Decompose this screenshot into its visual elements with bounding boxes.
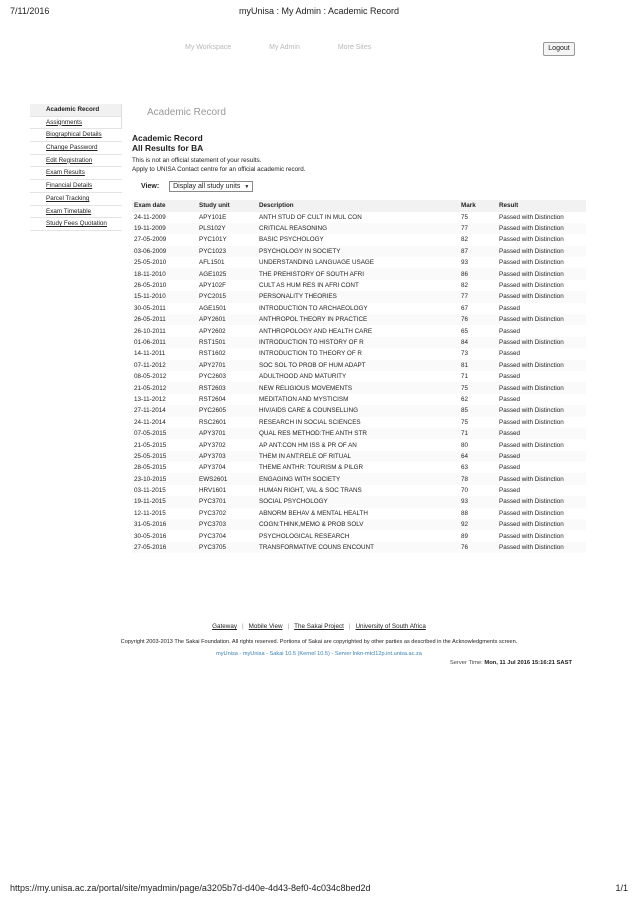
cell-exam-date: 27-05-2009: [134, 236, 167, 244]
sidebar-item-academic-record[interactable]: Academic Record: [30, 104, 122, 117]
footer-link-unisa[interactable]: University of South Africa: [355, 623, 426, 630]
cell-result: Passed: [499, 373, 521, 381]
sidebar-item-exam-results[interactable]: Exam Results: [30, 167, 122, 180]
cell-mark: 84: [459, 337, 497, 348]
table-row: [132, 462, 586, 473]
cell-exam-date: 18-11-2010: [132, 268, 197, 279]
view-filter: [141, 181, 253, 192]
cell-study-unit: APY102F: [199, 282, 226, 290]
server-time-value: Mon, 11 Jul 2016 15:16:21 SAST: [484, 660, 572, 666]
table-row: [132, 280, 586, 291]
cell-description: NEW RELIGIOUS MOVEMENTS: [257, 382, 459, 393]
cell-description: HUMAN RIGHT, VAL & SOC TRANS: [259, 487, 362, 495]
column-header-exam-date: Exam date: [132, 200, 197, 212]
cell-exam-date: 30-05-2016: [134, 532, 167, 540]
cell-mark: 71: [461, 373, 469, 381]
cell-exam-date: 28-05-2015: [134, 464, 167, 472]
sidebar-item-parcel-tracking[interactable]: Parcel Tracking: [30, 193, 122, 206]
cell-description: MEDITATION AND MYSTICISM: [259, 395, 349, 403]
cell-description: COGN:THINK,MEMO & PROB SOLV: [257, 519, 459, 530]
cell-result: Passed with Distinction: [497, 337, 586, 348]
table-row: [132, 542, 586, 553]
cell-mark: 77: [459, 291, 497, 302]
cell-result: Passed with Distinction: [497, 360, 586, 371]
sidebar-item-change-password[interactable]: Change Password: [30, 142, 122, 155]
cell-mark: 77: [459, 223, 497, 234]
cell-description: PSYCHOLOGY IN SOCIETY: [257, 246, 459, 257]
cell-description: SOC SOL TO PROB OF HUM ADAPT: [257, 360, 459, 371]
sidebar-item-biographical-details[interactable]: Biographical Details: [30, 129, 122, 142]
table-row: [132, 303, 586, 314]
table-row: [132, 417, 586, 428]
footer-link-sakai-project[interactable]: The Sakai Project: [294, 623, 344, 630]
cell-exam-date: 31-05-2016: [132, 519, 197, 530]
cell-mark: 62: [461, 395, 469, 403]
table-row: [132, 348, 586, 359]
cell-description: CULT AS HUM RES IN AFRI CONT: [259, 282, 359, 290]
cell-exam-date: 13-11-2012: [134, 395, 166, 403]
sidebar-item-assignments[interactable]: Assignments: [30, 117, 122, 130]
cell-description: ANTHROPOL THEORY IN PRACTICE: [257, 314, 459, 325]
cell-mark: 82: [461, 236, 469, 244]
cell-result: Passed with Distinction: [497, 405, 586, 416]
cell-result: Passed: [499, 350, 521, 358]
top-navigation: [0, 42, 638, 58]
footer-link-mobile-view[interactable]: Mobile View: [248, 623, 283, 630]
cell-result: Passed with Distinction: [499, 236, 564, 244]
sidebar-item-study-fees-quotation[interactable]: Study Fees Quotation: [30, 218, 122, 231]
cell-mark: 71: [459, 428, 497, 439]
cell-study-unit: APY3702: [199, 441, 226, 449]
cell-result: Passed with Distinction: [497, 473, 586, 484]
view-select-value: Display all study units: [173, 183, 241, 190]
table-header-row: [132, 200, 586, 212]
cell-description: HIV/AIDS CARE & COUNSELLING: [257, 405, 459, 416]
academic-record-table: [132, 200, 586, 553]
cell-result: Passed with Distinction: [497, 246, 586, 257]
cell-description: ANTHROPOLOGY AND HEALTH CARE: [259, 327, 373, 335]
cell-study-unit: PYC2603: [199, 373, 226, 381]
cell-description: ABNORM BEHAV & MENTAL HEALTH: [259, 509, 368, 517]
cell-description: THE PREHISTORY OF SOUTH AFRI: [257, 268, 459, 279]
cell-study-unit: APY3701: [197, 428, 257, 439]
cell-study-unit: APY101E: [199, 213, 227, 221]
cell-study-unit: RST1602: [199, 350, 226, 358]
page-subtitle: All Results for BA: [132, 143, 204, 153]
cell-result: Passed with Distinction: [499, 441, 564, 449]
cell-description: INTRODUCTION TO ARCHAEOLOGY: [259, 304, 368, 312]
cell-study-unit: AGE1025: [197, 268, 257, 279]
print-header: [10, 6, 628, 20]
cell-result: Passed with Distinction: [497, 542, 586, 553]
cell-mark: 82: [461, 282, 469, 290]
cell-study-unit: RST2604: [199, 395, 226, 403]
cell-study-unit: PLS102Y: [197, 223, 257, 234]
nav-my-workspace[interactable]: My Workspace: [185, 44, 232, 51]
table-row: [132, 234, 586, 245]
page-title: Academic Record: [132, 133, 203, 143]
disclaimer-line-2: Apply to UNISA Contact centre for an official academic record.: [132, 165, 306, 173]
print-page-number: 1/1: [615, 883, 628, 893]
cell-mark: 65: [461, 327, 469, 335]
cell-exam-date: 23-10-2015: [132, 473, 197, 484]
cell-exam-date: 14-11-2011: [134, 350, 166, 358]
cell-result: Passed with Distinction: [497, 223, 586, 234]
cell-mark: 75: [461, 418, 469, 426]
cell-result: Passed: [499, 487, 521, 495]
cell-description: INTRODUCTION TO HISTORY OF R: [257, 337, 459, 348]
table-row: [132, 496, 586, 507]
footer-links: [0, 623, 638, 630]
table-row: [132, 508, 586, 519]
table-row: [132, 394, 586, 405]
cell-study-unit: PYC3705: [197, 542, 257, 553]
cell-result: Passed with Distinction: [499, 418, 564, 426]
cell-result: Passed with Distinction: [499, 282, 564, 290]
cell-result: Passed: [497, 451, 586, 462]
cell-exam-date: 21-05-2015: [134, 441, 167, 449]
column-header-result: Result: [497, 200, 586, 212]
cell-result: Passed with Distinction: [497, 519, 586, 530]
logout-button[interactable]: Logout: [543, 42, 575, 56]
cell-mark: 85: [459, 405, 497, 416]
cell-description: AP ANT:CON HM ISS & PR OF AN: [259, 441, 357, 449]
sidebar: [30, 104, 122, 231]
column-header-mark: Mark: [459, 200, 497, 212]
cell-result: Passed with Distinction: [497, 268, 586, 279]
cell-exam-date: 07-11-2012: [132, 360, 197, 371]
cell-study-unit: PYC1023: [197, 246, 257, 257]
cell-mark: 70: [461, 487, 469, 495]
table-row: [132, 268, 586, 279]
cell-description: RESEARCH IN SOCIAL SCIENCES: [259, 418, 361, 426]
cell-exam-date: 19-11-2015: [132, 496, 197, 507]
cell-mark: 87: [459, 246, 497, 257]
table-row: [132, 451, 586, 462]
print-url: https://my.unisa.ac.za/portal/site/myadmin/page/a3205b7d-d40e-4d43-8ef0-4c034c8bed2d: [10, 883, 371, 893]
cell-mark: 92: [459, 519, 497, 530]
cell-study-unit: APY2701: [197, 360, 257, 371]
cell-exam-date: 26-05-2011: [132, 314, 197, 325]
cell-description: INTRODUCTION TO THEORY OF R: [259, 350, 362, 358]
cell-result: Passed with Distinction: [497, 382, 586, 393]
cell-exam-date: 25-05-2010: [134, 259, 167, 267]
column-header-study-unit: Study unit: [197, 200, 257, 212]
sidebar-item-exam-timetable[interactable]: Exam Timetable: [30, 206, 122, 219]
cell-mark: 76: [459, 314, 497, 325]
table-row: [132, 223, 586, 234]
cell-mark: 75: [461, 213, 469, 221]
view-label: View:: [141, 183, 160, 190]
cell-study-unit: PYC101Y: [199, 236, 227, 244]
cell-mark: 78: [459, 473, 497, 484]
table-row: [132, 473, 586, 484]
table-row: [132, 291, 586, 302]
cell-exam-date: 30-05-2011: [134, 304, 166, 312]
cell-mark: 93: [461, 259, 469, 267]
cell-exam-date: 26-05-2010: [134, 282, 167, 290]
cell-exam-date: 12-11-2015: [134, 509, 166, 517]
table-row: [132, 382, 586, 393]
cell-study-unit: PYC3702: [199, 509, 226, 517]
cell-mark: 76: [459, 542, 497, 553]
cell-description: THEM IN ANT:RELE OF RITUAL: [257, 451, 459, 462]
table-row: [132, 428, 586, 439]
cell-study-unit: APY3703: [197, 451, 257, 462]
cell-study-unit: APY3704: [199, 464, 226, 472]
tool-title: Academic Record: [147, 107, 226, 118]
table-row: [132, 519, 586, 530]
table-row: [132, 212, 586, 223]
cell-study-unit: PYC3704: [199, 532, 226, 540]
cell-result: Passed with Distinction: [499, 213, 564, 221]
chevron-down-icon: ▼: [244, 184, 250, 190]
footer-separator: |: [287, 623, 290, 630]
cell-exam-date: 24-11-2014: [134, 418, 166, 426]
table-row: [132, 405, 586, 416]
cell-result: Passed: [499, 327, 521, 335]
cell-study-unit: AFL1501: [199, 259, 225, 267]
cell-study-unit: RSC2601: [199, 418, 227, 426]
footer-separator: |: [242, 623, 244, 630]
server-time-label: Server Time:: [449, 660, 483, 666]
cell-mark: 88: [461, 509, 469, 517]
cell-study-unit: RST1501: [197, 337, 257, 348]
cell-mark: 64: [459, 451, 497, 462]
cell-mark: 63: [461, 464, 469, 472]
sidebar-item-edit-registration[interactable]: Edit Registration: [30, 155, 122, 168]
table-row: [132, 314, 586, 325]
cell-description: ANTH STUD OF CULT IN MUL CON: [259, 213, 362, 221]
sidebar-divider: [121, 104, 122, 128]
cell-mark: 86: [459, 268, 497, 279]
cell-study-unit: AGE1501: [199, 304, 227, 312]
sidebar-item-financial-details[interactable]: Financial Details: [30, 180, 122, 193]
footer-separator: |: [348, 623, 351, 630]
table-row: [132, 337, 586, 348]
cell-result: Passed with Distinction: [499, 532, 564, 540]
cell-mark: 89: [461, 532, 469, 540]
table-row: [132, 246, 586, 257]
print-date: 7/11/2016: [10, 6, 50, 16]
cell-study-unit: PYC3703: [197, 519, 257, 530]
table-row: [132, 439, 586, 450]
cell-study-unit: RST2603: [197, 382, 257, 393]
version-text: myUnisa - myUnisa - Sakai 10.5 (Kernel 10.5) - Server lnkn-mtcl12p.int.unisa.ac.za: [216, 651, 422, 657]
cell-mark: 67: [461, 304, 469, 312]
cell-exam-date: 03-11-2015: [134, 487, 166, 495]
cell-mark: 73: [461, 350, 469, 358]
disclaimer-line-1: This is not an official statement of your results.: [132, 157, 262, 164]
copyright-text: Copyright 2003-2013 The Sakai Foundation. All rights reserved. Portions of Sakai are copyrighted by other parties as described in the Acknowledgments screen.: [120, 639, 518, 645]
cell-mark: 81: [459, 360, 497, 371]
footer-link-gateway[interactable]: Gateway: [212, 623, 238, 630]
cell-exam-date: 27-05-2016: [132, 542, 197, 553]
table-row: [132, 485, 586, 496]
cell-exam-date: 24-11-2009: [134, 213, 166, 221]
cell-result: Passed with Distinction: [497, 496, 586, 507]
cell-exam-date: 03-06-2009: [132, 246, 197, 257]
table-row: [132, 371, 586, 382]
table-row: [132, 257, 586, 268]
cell-result: Passed with Distinction: [497, 291, 586, 302]
cell-description: BASIC PSYCHOLOGY: [259, 236, 324, 244]
cell-mark: 80: [461, 441, 469, 449]
cell-exam-date: 19-11-2009: [132, 223, 197, 234]
cell-mark: 75: [459, 382, 497, 393]
table-row: [132, 325, 586, 336]
cell-exam-date: 08-05-2012: [134, 373, 167, 381]
cell-study-unit: APY2601: [197, 314, 257, 325]
cell-description: PERSONALITY THEORIES: [257, 291, 459, 302]
cell-result: Passed with Distinction: [499, 259, 564, 267]
cell-exam-date: 01-06-2011: [132, 337, 197, 348]
view-select[interactable]: [169, 181, 253, 192]
cell-result: Passed: [499, 464, 521, 472]
disclaimer-note: [132, 157, 572, 174]
cell-description: ENGAGING WITH SOCIETY: [257, 473, 459, 484]
cell-study-unit: PYC2015: [197, 291, 257, 302]
cell-study-unit: HRV1601: [199, 487, 227, 495]
cell-study-unit: EWS2601: [197, 473, 257, 484]
main-content: [132, 133, 572, 190]
cell-mark: 93: [459, 496, 497, 507]
cell-description: UNDERSTANDING LANGUAGE USAGE: [259, 259, 374, 267]
cell-exam-date: 27-11-2014: [132, 405, 197, 416]
column-header-description: Description: [257, 200, 459, 212]
cell-study-unit: APY2602: [199, 327, 226, 335]
print-title: myUnisa : My Admin : Academic Record: [238, 6, 400, 16]
cell-exam-date: 07-05-2015: [132, 428, 197, 439]
nav-my-admin[interactable]: My Admin: [269, 44, 300, 51]
cell-exam-date: 21-05-2012: [132, 382, 197, 393]
cell-description: TRANSFORMATIVE COUNS ENCOUNT: [257, 542, 459, 553]
cell-study-unit: PYC3701: [197, 496, 257, 507]
table-row: [132, 530, 586, 541]
cell-result: Passed: [499, 395, 521, 403]
cell-description: ADULTHOOD AND MATURITY: [259, 373, 347, 381]
cell-description: SOCIAL PSYCHOLOGY: [257, 496, 459, 507]
cell-result: Passed: [497, 428, 586, 439]
cell-description: THEME ANTHR: TOURISM & PILGR: [259, 464, 364, 472]
cell-description: CRITICAL REASONING: [257, 223, 459, 234]
server-time: [450, 660, 572, 666]
cell-study-unit: PYC2605: [197, 405, 257, 416]
cell-exam-date: 25-05-2015: [132, 451, 197, 462]
cell-result: Passed with Distinction: [499, 509, 564, 517]
cell-result: Passed: [499, 304, 521, 312]
nav-more-sites[interactable]: More Sites: [337, 44, 372, 51]
cell-description: PSYCHOLOGICAL RESEARCH: [259, 532, 350, 540]
table-body: [132, 212, 586, 554]
cell-description: QUAL RES METHOD:THE ANTH STR: [257, 428, 459, 439]
cell-exam-date: 15-11-2010: [132, 291, 197, 302]
cell-exam-date: 26-10-2011: [134, 327, 166, 335]
table-row: [132, 360, 586, 371]
cell-result: Passed with Distinction: [497, 314, 586, 325]
